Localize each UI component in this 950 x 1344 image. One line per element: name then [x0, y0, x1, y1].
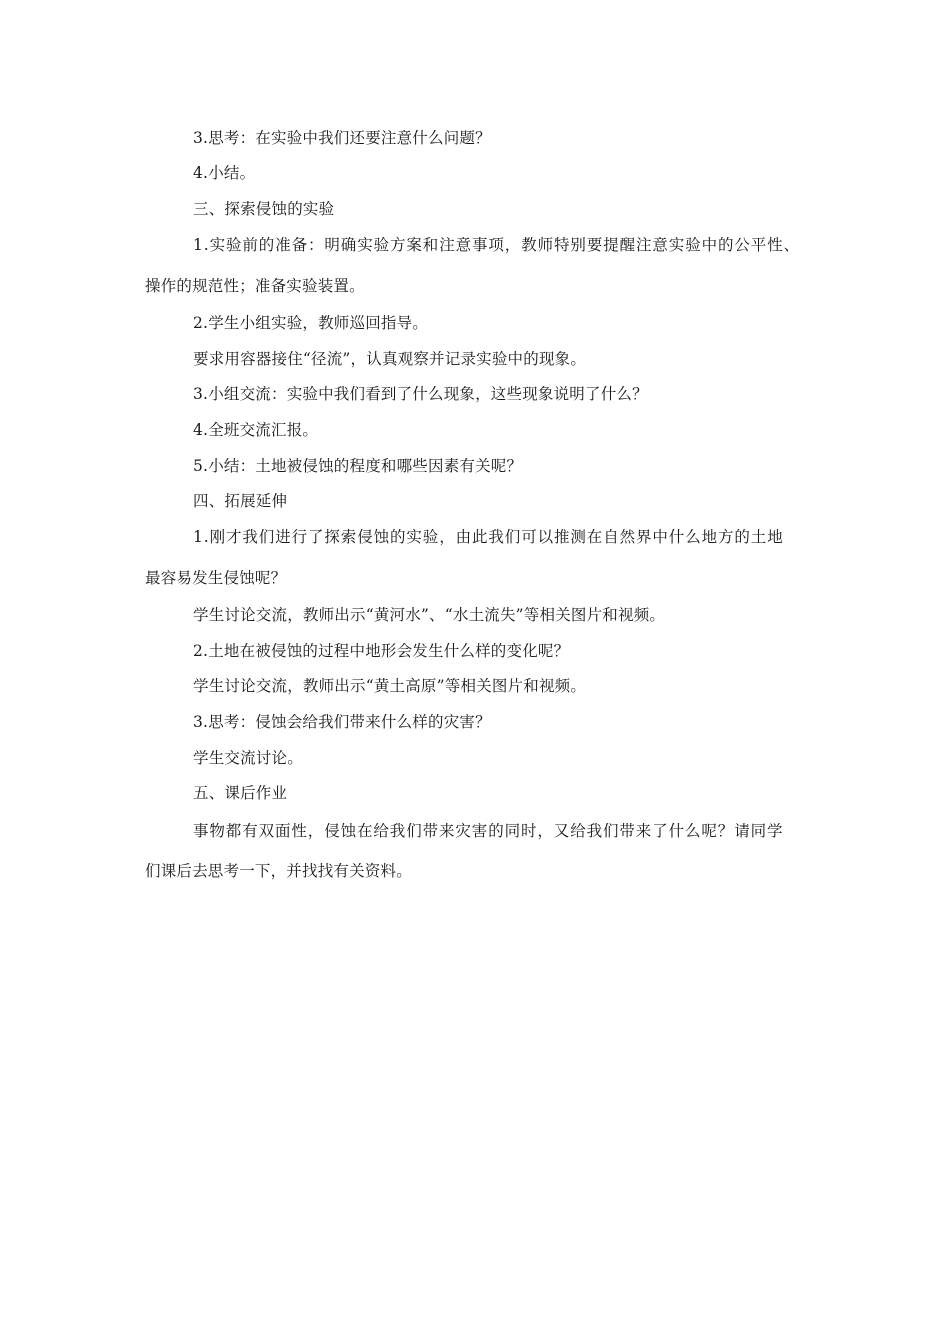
paragraph-line: 2.土地在被侵蚀的过程中地形会发生什么样的变化呢？ — [193, 642, 570, 660]
paragraph-line: 4.全班交流汇报。 — [193, 421, 319, 439]
paragraph-line: 要求用容器接住“径流”，认真观察并记录实验中的现象。 — [193, 350, 587, 368]
paragraph-line: 学生讨论交流，教师出示“黄河水”、“水土流失”等相关图片和视频。 — [193, 606, 666, 624]
paragraph-line: 4.小结。 — [193, 164, 256, 182]
paragraph-line: 们课后去思考一下，并找找有关资料。 — [145, 862, 412, 880]
paragraph-line: 1.刚才我们进行了探索侵蚀的实验，由此我们可以推测在自然界中什么地方的土地 — [193, 528, 784, 546]
paragraph-line: 1.实验前的准备：明确实验方案和注意事项，教师特别要提醒注意实验中的公平性、 — [193, 236, 800, 254]
paragraph-line: 5.小结：土地被侵蚀的程度和哪些因素有关呢？ — [193, 457, 523, 475]
paragraph-line: 事物都有双面性，侵蚀在给我们带来灾害的同时，又给我们带来了什么呢？请同学 — [193, 822, 784, 840]
section-heading: 四、拓展延伸 — [193, 492, 288, 510]
paragraph-line: 最容易发生侵蚀呢？ — [145, 569, 287, 587]
paragraph-line: 3.小组交流：实验中我们看到了什么现象，这些现象说明了什么？ — [193, 385, 648, 403]
paragraph-line: 操作的规范性；准备实验装置。 — [145, 277, 365, 295]
paragraph-line: 学生交流讨论。 — [193, 749, 303, 767]
section-heading: 五、课后作业 — [193, 784, 288, 802]
paragraph-line: 3.思考：侵蚀会给我们带来什么样的灾害？ — [193, 713, 491, 731]
paragraph-line: 2.学生小组实验，教师巡回指导。 — [193, 314, 428, 332]
paragraph-line: 学生讨论交流，教师出示“黄土高原”等相关图片和视频。 — [193, 677, 587, 695]
section-heading: 三、探索侵蚀的实验 — [193, 200, 335, 218]
paragraph-line: 3.思考：在实验中我们还要注意什么问题？ — [193, 129, 491, 147]
